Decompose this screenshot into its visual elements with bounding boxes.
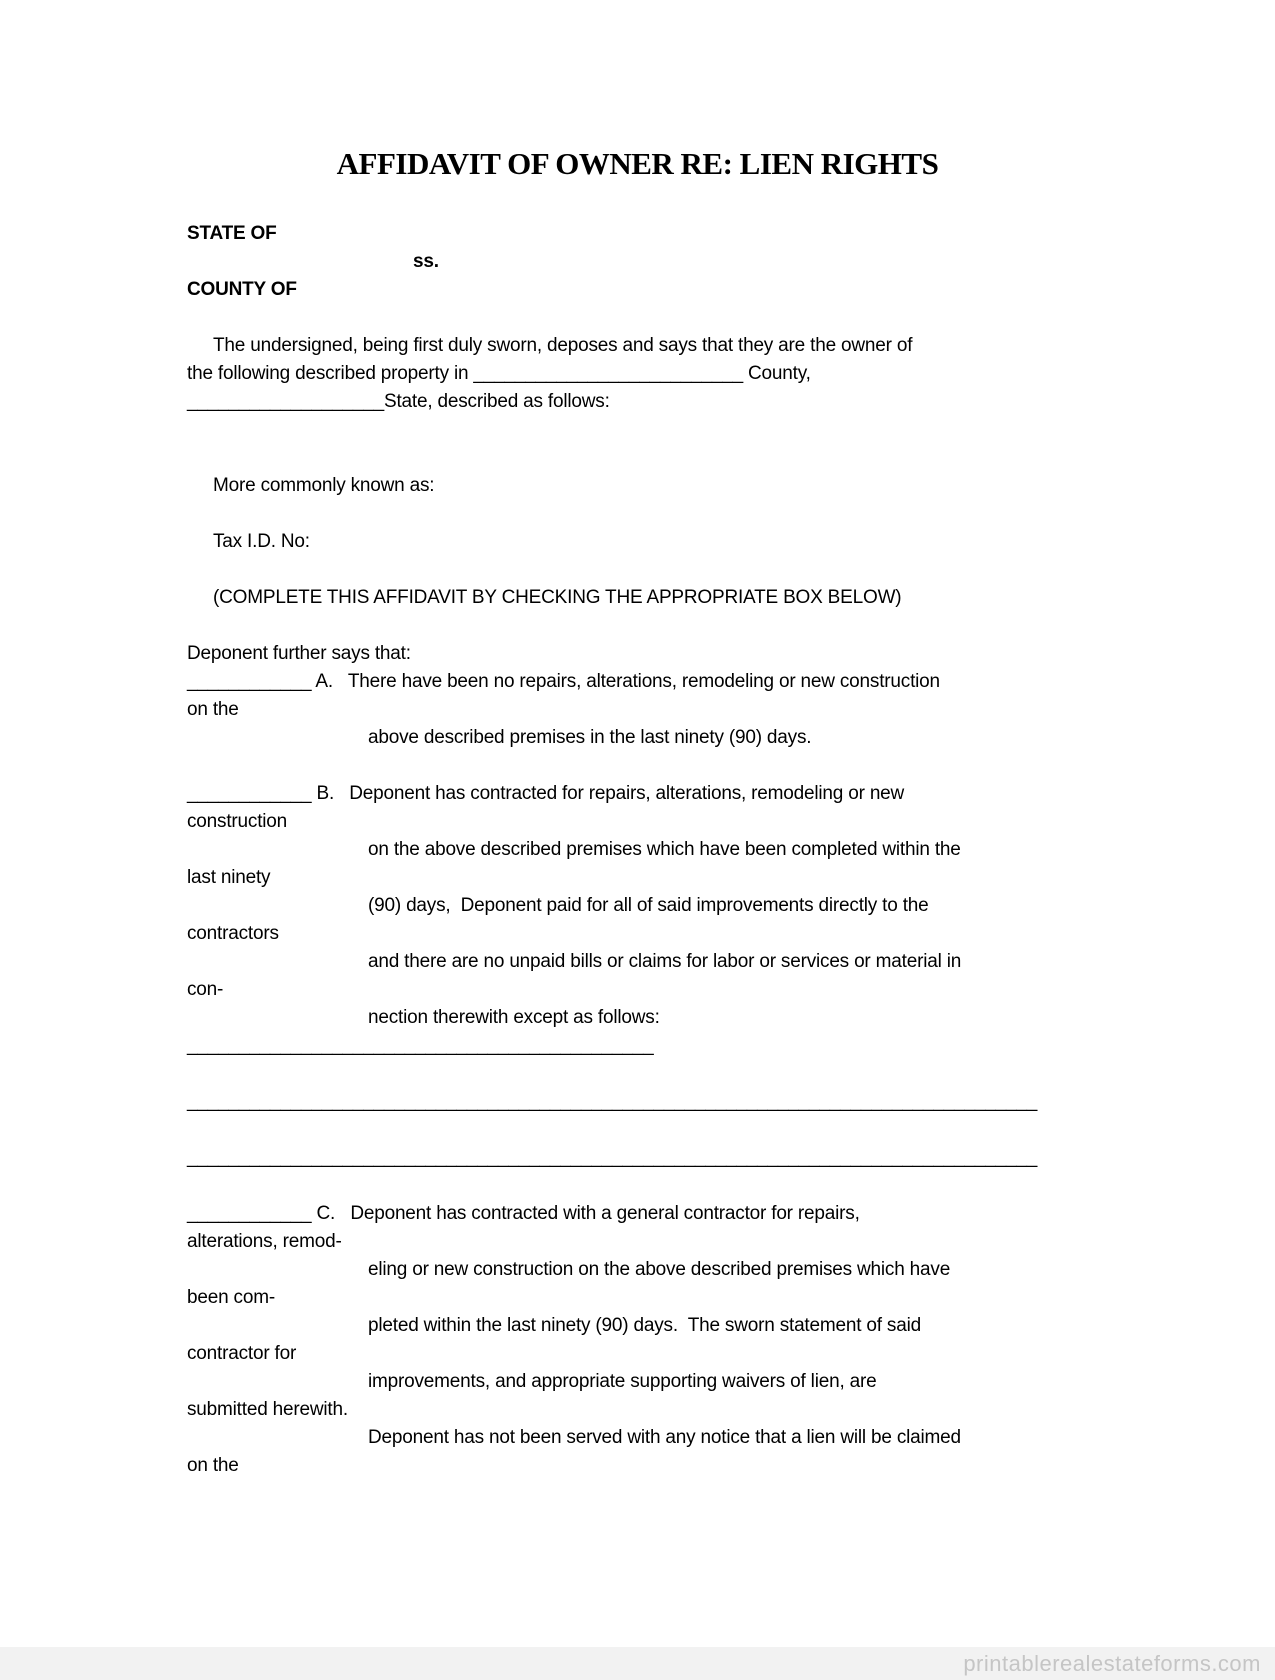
document-body bbox=[187, 220, 1275, 1480]
option-a-line: above described premises in the last ninety (90) days. bbox=[368, 727, 812, 748]
blank-line bbox=[187, 752, 1275, 780]
state-fill-in-line: ___________________State, described as follows: bbox=[187, 391, 610, 412]
option-c-line: submitted herewith. bbox=[187, 1399, 348, 1420]
option-c-line: Deponent has not been served with any notice that a lien will be claimed bbox=[368, 1427, 961, 1448]
blank-line bbox=[187, 556, 1275, 584]
option-c-line: contractor for bbox=[187, 1343, 297, 1364]
commonly-known-label: More commonly known as: bbox=[213, 475, 435, 496]
blank-line bbox=[187, 1060, 1275, 1088]
footer-bar bbox=[0, 1647, 1275, 1680]
option-b-line: (90) days, Deponent paid for all of said improvements directly to the bbox=[368, 895, 929, 916]
blank-line bbox=[187, 416, 1275, 444]
option-b-line: con- bbox=[187, 979, 224, 1000]
option-b-line: ____________ B. Deponent has contracted for repairs, alterations, remodeling or new bbox=[187, 783, 905, 804]
option-b-line: last ninety bbox=[187, 867, 271, 888]
option-b-line: and there are no unpaid bills or claims for labor or services or material in bbox=[368, 951, 962, 972]
intro-line: The undersigned, being first duly sworn, deposes and says that they are the owner of bbox=[213, 335, 913, 356]
option-c-line: been com- bbox=[187, 1287, 275, 1308]
option-b-line: nection therewith except as follows: bbox=[368, 1007, 660, 1028]
blank-line bbox=[187, 1116, 1275, 1144]
blank-line bbox=[187, 612, 1275, 640]
option-b-line: construction bbox=[187, 811, 288, 832]
option-b-line: contractors bbox=[187, 923, 279, 944]
option-c-line: improvements, and appropriate supporting waivers of lien, are bbox=[368, 1371, 877, 1392]
county-of-label: COUNTY OF bbox=[187, 279, 297, 300]
blank-line bbox=[187, 304, 1275, 332]
option-c-line: pleted within the last ninety (90) days. The sworn statement of said bbox=[368, 1315, 921, 1336]
instruction-line: (COMPLETE THIS AFFIDAVIT BY CHECKING THE APPROPRIATE BOX BELOW) bbox=[213, 587, 902, 608]
fill-in-line: __________________________________________________________________________________ bbox=[187, 1147, 1038, 1168]
blank-line bbox=[187, 444, 1275, 472]
ss-label: ss. bbox=[413, 251, 439, 272]
footer-site-link[interactable]: printablerealestateforms.com bbox=[963, 1651, 1261, 1676]
option-a-line: ____________ A. There have been no repairs, alterations, remodeling or new construction bbox=[187, 671, 940, 692]
deponent-says-label: Deponent further says that: bbox=[187, 643, 411, 664]
blank-line bbox=[187, 1172, 1275, 1200]
option-c-line: eling or new construction on the above described premises which have bbox=[368, 1259, 951, 1280]
document-title: AFFIDAVIT OF OWNER RE: LIEN RIGHTS bbox=[336, 146, 939, 181]
fill-in-line: __________________________________________________________________________________ bbox=[187, 1091, 1038, 1112]
fill-in-line: _____________________________________________ bbox=[187, 1035, 654, 1056]
option-c-line: ____________ C. Deponent has contracted with a general contractor for repairs, bbox=[187, 1203, 860, 1224]
blank-line bbox=[187, 500, 1275, 528]
option-c-line: on the bbox=[187, 1455, 239, 1476]
tax-id-label: Tax I.D. No: bbox=[213, 531, 310, 552]
option-c-line: alterations, remod- bbox=[187, 1231, 342, 1252]
county-fill-in-line: the following described property in __________________________ County, bbox=[187, 363, 811, 384]
option-b-line: on the above described premises which have been completed within the bbox=[368, 839, 961, 860]
option-a-line: on the bbox=[187, 699, 239, 720]
state-of-label: STATE OF bbox=[187, 223, 277, 244]
